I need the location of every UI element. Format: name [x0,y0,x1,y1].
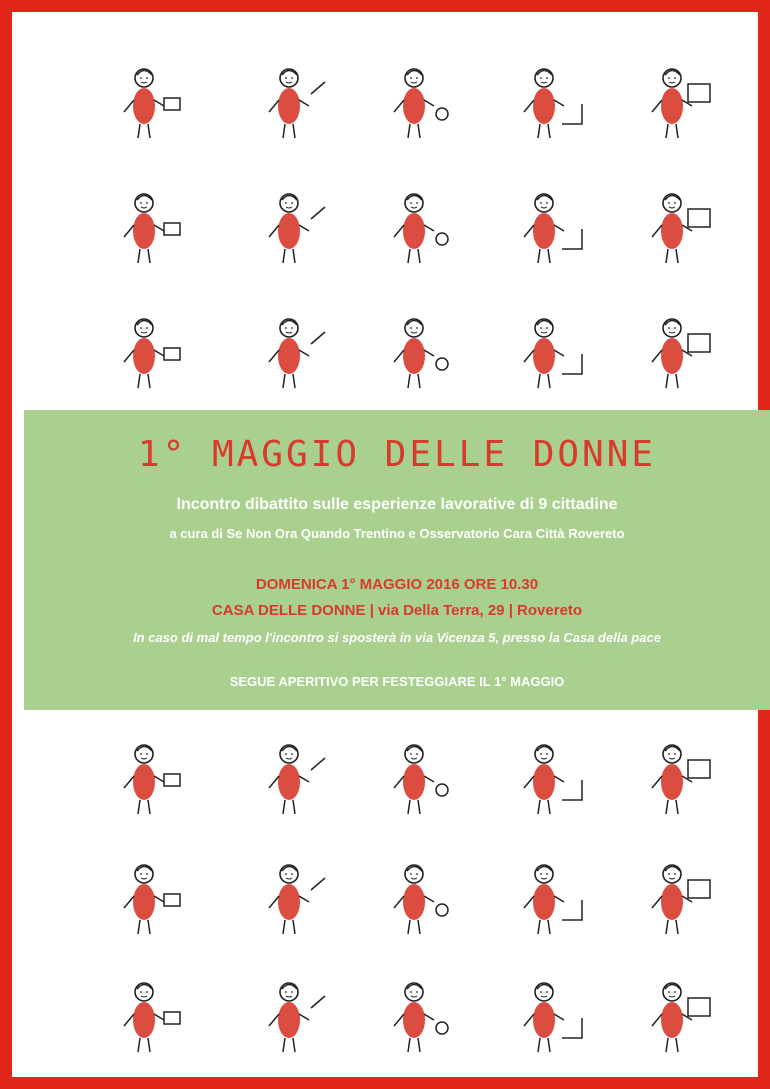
bottom-illustrations [24,710,770,1089]
woman-reading-icon [372,850,462,940]
woman-astronaut-with-flag-icon [630,179,720,269]
woman-playing-piano-icon [630,54,720,144]
woman-with-telescope-icon [630,850,720,940]
woman-at-counter-icon [502,850,592,940]
woman-at-blackboard-abc-icon [102,850,192,940]
woman-with-headscarf-icon [372,54,462,144]
woman-with-cap-writing-icon [247,54,337,144]
woman-chemist-with-flask-icon [502,54,592,144]
woman-holding-baby-icon [502,179,592,269]
woman-gardener-with-shovel-icon [102,179,192,269]
aperitivo-note: SEGUE APERITIVO PER FESTEGGIARE IL 1° MAGGIO [229,674,565,689]
bad-weather-note: In caso di mal tempo l'incontro si sposterà in via Vicenza 5, presso la Casa della pace [133,630,661,645]
woman-at-computer-icon [502,730,592,820]
woman-with-handbag-icon [372,730,462,820]
woman-with-scarf-icon [502,968,592,1058]
woman-astronaut-helmet-icon [247,730,337,820]
event-venue: CASA DELLE DONNE | via Della Terra, 29 | Rovereto [211,602,583,619]
woman-dancer-icon [372,304,462,394]
woman-in-box-icon [247,850,337,940]
woman-photographer-camera-icon [630,968,720,1058]
poster-title: 1° MAGGIO DELLE DONNE [137,434,657,475]
curated-by-line: a cura di Se Non Ora Quando Trentino e Osservatorio Cara Città Rovereto [169,526,625,541]
event-date-time: DOMENICA 1° MAGGIO 2016 ORE 10.30 [255,576,539,593]
woman-holding-globe-icon [372,968,462,1058]
woman-cooking-icon [102,304,192,394]
woman-teacher-at-board-icon [372,179,462,269]
top-illustrations [24,24,770,410]
poster-subtitle: Incontro dibattito sulle esperienze lavorative di 9 cittadine [176,496,618,513]
woman-at-desk-icon [247,304,337,394]
woman-voting-icon [502,304,592,394]
woman-standing-icon [102,968,192,1058]
woman-reading-book-icon [102,54,192,144]
woman-at-bookshelf-icon [630,730,720,820]
woman-chef-icon [630,304,720,394]
event-info-band [24,410,770,710]
woman-writing-letter-icon [247,968,337,1058]
woman-police-officer-icon [102,730,192,820]
woman-sitting-on-chair-icon [247,179,337,269]
